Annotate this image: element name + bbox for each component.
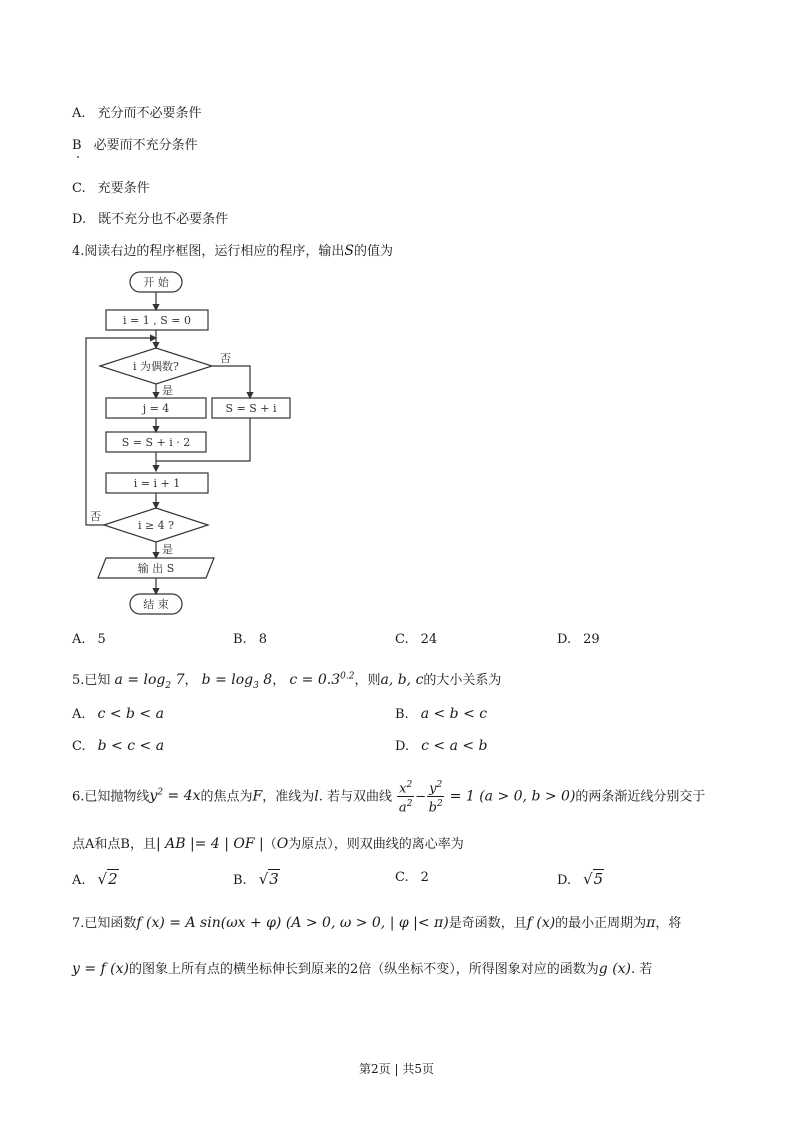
sqrt-symbol: √2 (97, 870, 118, 888)
flow-yes-label-1: 是 (162, 384, 173, 397)
flow-start-label: 开 始 (143, 276, 169, 289)
q5-option-a: A. c < b < a (72, 706, 164, 722)
q6-option-d: D. √5 (557, 870, 604, 888)
flow-s-odd-label: S = S + i (225, 402, 277, 415)
q7-stem-line2: y = f (x)的图象上所有点的横坐标伸长到原来的2倍（纵坐标不变），所得图象对应的函数为g (x). 若 (72, 961, 653, 977)
q4-option-d: D. 29 (557, 632, 600, 647)
fraction-x2-a2: $\frac{x^2}{a^2}$ (398, 780, 413, 816)
q4-option-a: A. 5 (72, 632, 106, 647)
q6-option-c: C. 2 (395, 870, 429, 885)
flow-s-even-label: S = S + i · 2 (121, 436, 191, 449)
sqrt-symbol: √5 (583, 870, 604, 888)
q3-option-a: A. 充分而不必要条件 (72, 106, 202, 121)
flow-cond2-label: i ≥ 4 ? (137, 519, 175, 532)
q6-stem-line2: 点A和点B，且| AB |= 4 | OF |（O为原点），则双曲线的离心率为 (72, 836, 464, 852)
q4-option-c: C. 24 (395, 632, 438, 647)
stray-dot (77, 156, 79, 158)
flow-yes-label-2: 是 (162, 543, 173, 556)
q5-option-d: D. c < a < b (395, 738, 488, 754)
q3-option-d: D. 既不充分也不必要条件 (72, 212, 229, 227)
q5-stem: 5.已知 $a = \log_2 7$， $b = \log_3 8$， $c = 0.3^{0.2}$，则a, b, c的大小关系为 (72, 671, 502, 691)
q5-option-c: C. b < c < a (72, 738, 165, 754)
flow-cond1-label: i 为偶数? (133, 360, 179, 373)
q5-option-b: B. a < b < c (395, 706, 488, 722)
flowchart-diagram (80, 268, 310, 618)
q7-stem-line1: 7.已知函数f (x) = A sin(ωx + φ) (A > 0, ω > 0, | φ |< π)是奇函数，且f (x)的最小正周期为π，将 (72, 915, 682, 931)
q4-stem: 4.阅读右边的程序框图，运行相应的程序，输出S的值为 (72, 243, 394, 259)
fraction-y2-b2: $\frac{y^2}{b^2}$ (428, 780, 443, 816)
q3-option-b: B 必要而不充分条件 (72, 138, 198, 153)
q6-option-b: B. √3 (233, 870, 279, 888)
q4-option-b: B. 8 (233, 632, 267, 647)
q3-option-c: C. 充要条件 (72, 181, 150, 196)
flow-no-label-1: 否 (220, 352, 231, 365)
flow-increment-label: i = i + 1 (133, 477, 181, 490)
flow-init-label: i = 1 , S = 0 (123, 314, 191, 327)
q6-stem-line1: 6.已知抛物线$y^2 = 4x$的焦点为F，准线为l. 若与双曲线 $\frac{x^2}{a^2}$ − $\frac{y^2}{b^2}$ = 1 (a > 0, b > 0)的两条渐近线分别交于 (72, 780, 706, 816)
flow-no-label-2: 否 (90, 510, 101, 523)
sqrt-symbol: √3 (258, 870, 279, 888)
page-footer: 第2页 | 共5页 (359, 1062, 434, 1076)
flow-end-label: 结 束 (143, 598, 169, 611)
q6-option-a: A. √2 (72, 870, 118, 888)
flow-j-label: j = 4 (142, 402, 170, 415)
flow-output-label: 输 出 S (137, 562, 175, 575)
